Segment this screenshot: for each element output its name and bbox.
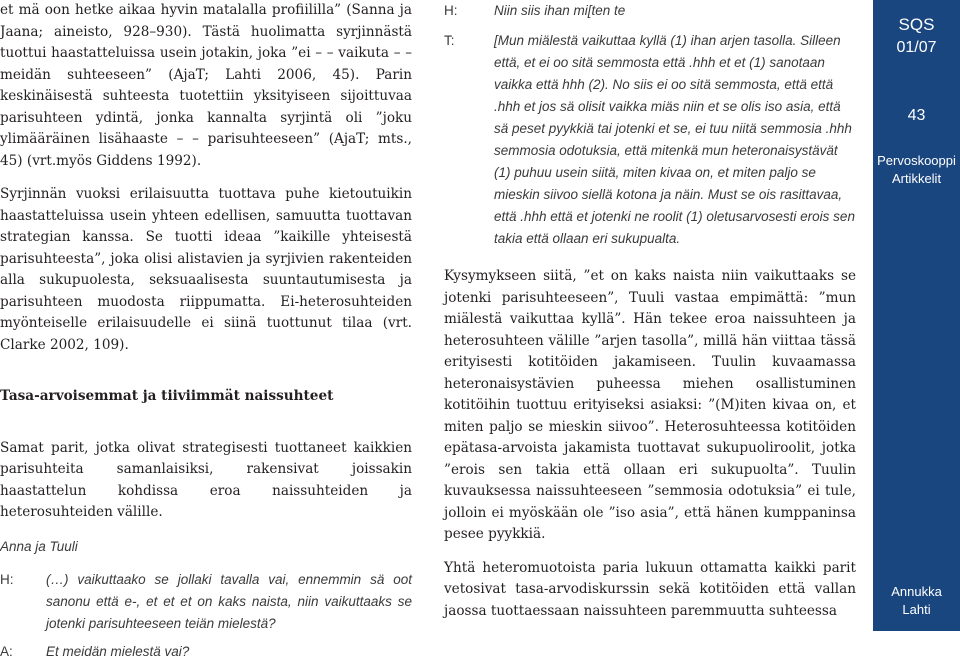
dialogue-line: [0, 641, 412, 663]
dialogue-line: [0, 569, 412, 635]
speaker-label: A:: [0, 644, 13, 659]
page-number: 43: [907, 107, 926, 124]
section-label: [873, 152, 960, 188]
speaker-label: T:: [444, 33, 455, 48]
section-type: Artikkelit: [891, 171, 942, 186]
issue-number: 01/07: [896, 39, 937, 56]
speaker-label: H:: [0, 572, 14, 587]
author-first-name: Annukka: [891, 584, 942, 599]
author-name: [873, 583, 960, 619]
dialogue-text: Niin siis ihan mi[ten te: [494, 3, 626, 18]
left-column: [0, 0, 412, 663]
body-paragraph: Syrjinnän vuoksi erilaisuutta tuottava puhe kietoutuikin haastatteluissa usein yhteen edellisen, samuutta tuottavan strategian kanssa. Se tuotti ideaa ”kaikille yhteisestä parisuhteesta”, joka olisi alistavien ja syrjivien rakenteiden alla sukupuolesta, seksuaalisesta suuntautumisesta ja parisuhteen muodosta riippumatta. Ei-heterosuhteiden myönteiselle erilaisuudelle ei siinä tuottunut tilaa (vrt. Clarke 2002, 109).: [0, 186, 412, 353]
section-name: Pervoskooppi: [877, 153, 956, 168]
journal-sidebar: [873, 0, 960, 631]
dialogue-line: [444, 30, 856, 250]
interview-caption: Anna ja Tuuli: [0, 538, 78, 554]
body-paragraph: Yhtä heteromuotoista paria lukuun ottamatta kaikki parit vetosivat tasa-arvodiskurssin sekä kotitöiden että vallan jaossa tuottaessaan naissuhteen paremmuutta suhteessa: [444, 559, 856, 619]
journal-name: SQS: [898, 15, 935, 34]
speaker-label: H:: [444, 3, 458, 18]
body-paragraph: et mä oon hetke aikaa hyvin matalalla profiililla” (Sanna ja Jaana; aineisto, 928–930). Tästä huolimatta syrjinnästä tuottui haastatteluissa usein jotakin, joka ”ei – – vaikuta – – meidän suhteeseen” (AjaT; Lahti 2006, 45). Parin keskinäisestä suhteesta tuotettiin yksityiseen sijoittuvaa parisuhteen ydintä, jonka kannalta syrjintä oli ”joku ylimääräinen lisähaaste – – parisuhteeseen” (AjaT; mts., 45) (vrt.myös Giddens 1992).: [0, 2, 412, 169]
dialogue-line: [444, 0, 856, 22]
author-last-name: Lahti: [902, 602, 931, 617]
body-paragraph: Kysymykseen siitä, ”et on kaks naista niin vaikuttaaks se jotenki parisuhteeseen”, Tuuli vastaa empimättä: ”mun miälestä vaikuttaa kyllä”. Hän tekee eroa naissuhteen ja heterosuhteen välille ”arjen tasolla”, millä hän viittaa tässä erityisesti kotitöiden jakamiseen. Tuulin kuvaamassa heteronaisystävien puheessa miehen osallistuminen kotitöihin tuottuu erityiseksi asiaksi: ”(M)iten kivaa on, et miten paljo se mieskin siivoo”. Heterosuhteessa kotitöiden epätasa-arvoista jakamista tuottavat sukupuoliroolit, jotka ”erois sen takia että ollaan eri sukupuolta”. Tuulin kuvauksessa naissuhteeseen ”semmosia odotuksia” ei tule, jolloin ei myöskään ole ”iso asia”, että hänen kumppaninsa pesee pyykkiä.: [444, 268, 856, 542]
dialogue-text: Et meidän mielestä vai?: [46, 644, 190, 659]
body-paragraph: Samat parit, jotka olivat strategisesti tuottaneet kaikkien parisuhteita samanlaisiksi, rakensivat joissakin haastattelun kohdissa eroa naissuhteiden ja heterosuhteiden välille.: [0, 439, 412, 520]
dialogue-text: (…) vaikuttaako se jollaki tavalla vai, ennemmin sä oot sanonu että e-, et et et on kaks naista, niin vaikuttaaks se jotenki parisuhteeseen teiän mielestä?: [46, 572, 412, 631]
dialogue-text: [Mun miälestä vaikuttaa kyllä (1) ihan arjen tasolla. Silleen että, et ei oo sitä semmosta että .hhh et et (1) sanotaan vaikka että hhh (2). No siis ei oo sitä semmosta, että että .hhh et jos sä olisit vaikka miäs niin et se olis iso asia, että sä peset pyykkiä tai jotenki et se, ei tuu niitä semmosia .hhh semmosia odotuksia, että mitenkä mun heteronaisystävät (1) puhuu usein siitä, miten kivaa on, et miten paljo se mieskin siivoo siellä kotona ja näin. Must se ois rasittavaa, että .hhh että et jotenki ne roolit (1) oletusarvosesti erois sen takia että ollaan eri sukupualta.: [494, 33, 855, 246]
section-heading: Tasa-arvoisemmat ja tiiviimmät naissuhteet: [0, 388, 334, 404]
right-column: [444, 0, 856, 622]
